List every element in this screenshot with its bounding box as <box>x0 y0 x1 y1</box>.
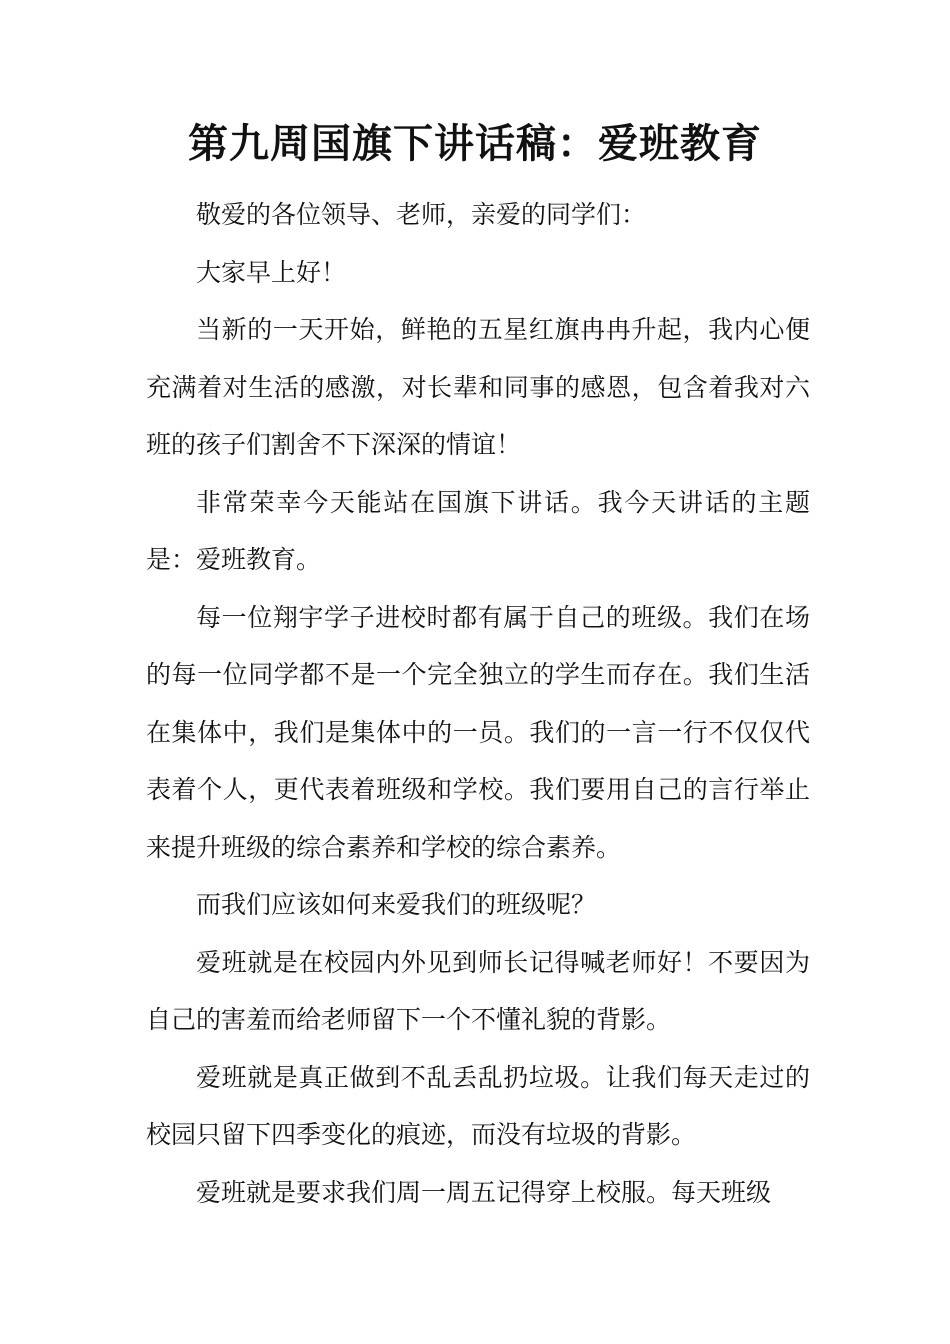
paragraph-intro: 当新的一天开始，鲜艳的五星红旗冉冉升起，我内心便充满着对生活的感激，对长辈和同事的感恩，包含着我对六班的孩子们割舍不下深深的情谊！ <box>146 315 810 459</box>
document-body <box>146 186 810 1221</box>
paragraph-no-litter: 爱班就是真正做到不乱丢乱扔垃圾。让我们每天走过的校园只留下四季变化的痕迹，而没有垃圾的背影。 <box>146 1062 810 1149</box>
paragraph-greet-teachers: 爱班就是在校园内外见到师长记得喊老师好！不要因为自己的害羞而给老师留下一个不懂礼貌的背影。 <box>146 947 810 1034</box>
paragraph-greeting: 敬爱的各位领导、老师，亲爱的同学们： <box>196 200 647 229</box>
paragraph-class-member: 每一位翔宇学子进校时都有属于自己的班级。我们在场的每一位同学都不是一个完全独立的学生而存在。我们生活在集体中，我们是集体中的一员。我们的一言一行不仅仅代表着个人，更代表着班级和学校。我们要用自己的言行举止来提升班级的综合素养和学校的综合素养。 <box>146 602 810 862</box>
paragraph-uniform: 爱班就是要求我们周一周五记得穿上校服。每天班级 <box>196 1177 772 1207</box>
paragraph-question: 而我们应该如何来爱我们的班级呢？ <box>196 890 597 919</box>
document-title: 第九周国旗下讲话稿：爱班教育 <box>188 120 762 167</box>
paragraph-topic: 非常荣幸今天能站在国旗下讲话。我今天讲话的主题是：爱班教育。 <box>146 487 810 574</box>
paragraph-morning: 大家早上好！ <box>196 257 347 287</box>
